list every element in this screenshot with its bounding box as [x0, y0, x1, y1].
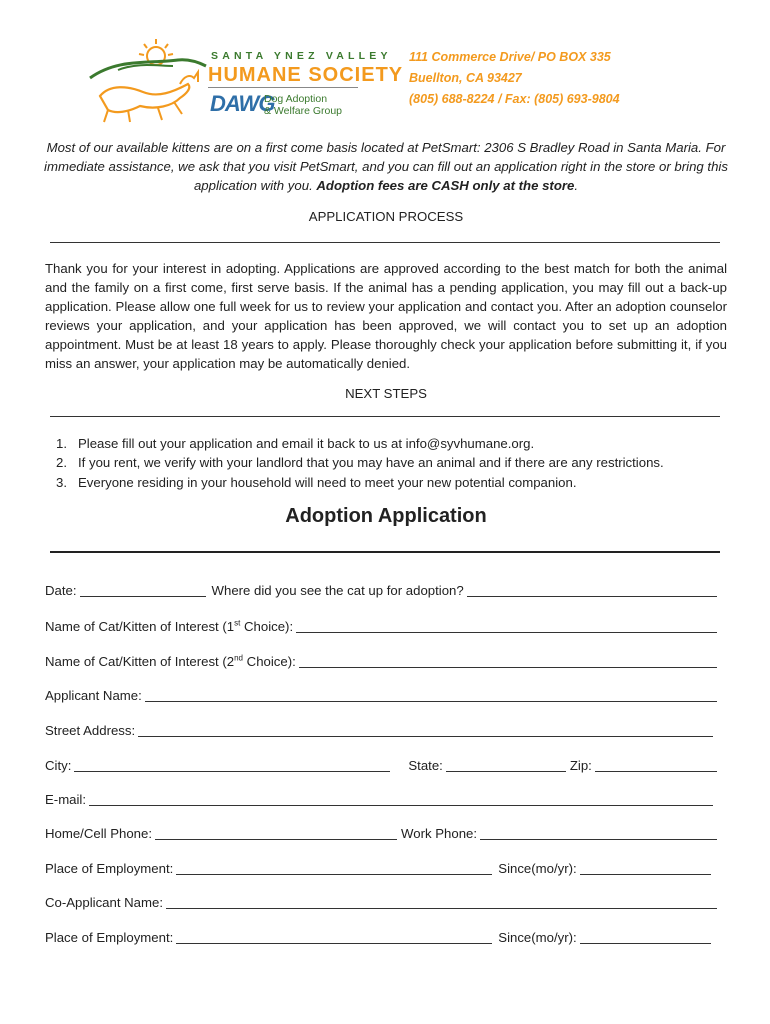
street-address-label: Street Address: — [45, 723, 136, 738]
logo-divider — [208, 87, 358, 88]
applicant-name-row — [45, 683, 721, 703]
email-label: E-mail: — [45, 792, 87, 807]
date-label: Date: — [45, 583, 77, 598]
zip-field[interactable] — [595, 759, 717, 772]
intro-text: Most of our available kittens are on a first come basis located at PetSmart: 2306 S Bradley Road in Santa Maria. For immediate assistance, we ask that you visit PetSmart, and you can fill out an application right in the store or bring this application with you. — [44, 140, 728, 193]
list-number: 1. — [56, 436, 67, 451]
address-line2: Buellton, CA 93427 — [409, 71, 522, 85]
date-field[interactable] — [80, 584, 206, 597]
next-steps-list — [56, 434, 664, 492]
since-label: Since(mo/yr): — [498, 861, 577, 876]
employment-field[interactable] — [176, 862, 492, 875]
where-seen-field[interactable] — [467, 584, 717, 597]
org-top-text: SANTA YNEZ VALLEY — [211, 50, 392, 62]
form-title-divider — [50, 551, 720, 553]
date-row — [45, 578, 721, 598]
dawg-logo-text: DAWG — [210, 91, 275, 116]
employment-row — [45, 856, 715, 876]
application-process-text: Thank you for your interest in adopting. Applications are approved according to the best match for both the animal and the family on a first come, first serve basis. If the animal has a pending application, you may fill out a back-up application. Please allow one full week for us to review your application and contact you. After an adoption counselor reviews your application, and your application has been approved, we will contact you to set up an adoption appointment. Must be at least 18 years to apply. Please thoroughly check your application before submitting it, if you miss an answer, your application may be automatically denied. — [45, 261, 727, 371]
application-process-title: APPLICATION PROCESS — [308, 209, 464, 224]
list-text: Please fill out your application and email it back to us at info@syvhumane.org. — [78, 436, 535, 451]
employment-label: Place of Employment: — [45, 861, 174, 876]
dawg-subtitle-line1: Dog Adoption — [264, 93, 328, 105]
humane-society-logo — [88, 36, 404, 126]
co-applicant-label: Co-Applicant Name: — [45, 895, 164, 910]
work-phone-label: Work Phone: — [401, 826, 478, 841]
employment-2-field[interactable] — [176, 931, 492, 944]
email-field[interactable] — [89, 793, 713, 806]
where-seen-label: Where did you see the cat up for adoption? — [211, 583, 464, 598]
since-2-label: Since(mo/yr): — [498, 930, 577, 945]
since-2-field[interactable] — [580, 931, 711, 944]
section-divider — [50, 416, 720, 417]
cat-choice-2-row — [45, 649, 721, 669]
intro-paragraph — [42, 138, 730, 195]
state-label: State: — [408, 758, 443, 773]
section-divider — [50, 242, 720, 243]
list-item — [56, 453, 664, 472]
intro-bold-text: Adoption fees are CASH only at the store — [316, 178, 575, 193]
cat-choice-1-row — [45, 614, 721, 634]
email-row — [45, 787, 717, 807]
list-item — [56, 473, 664, 492]
dog-cat-logo-icon — [88, 36, 218, 126]
cat-choice-2-label: Name of Cat/Kitten of Interest (2nd Choice): — [45, 653, 296, 669]
org-name: HUMANE SOCIETY — [208, 64, 404, 86]
list-text: Everyone residing in your household will need to meet your new potential companion. — [78, 474, 577, 490]
cat-choice-2-field[interactable] — [299, 655, 717, 668]
list-item — [56, 434, 664, 453]
list-number: 3. — [56, 474, 67, 490]
employment-2-row — [45, 925, 715, 945]
next-steps-title: NEXT STEPS — [345, 386, 427, 401]
co-applicant-row — [45, 890, 721, 910]
work-phone-field[interactable] — [480, 827, 717, 840]
cat-choice-1-field[interactable] — [296, 620, 717, 633]
home-phone-label: Home/Cell Phone: — [45, 826, 153, 841]
phone-row — [45, 821, 721, 841]
street-address-field[interactable] — [138, 724, 713, 737]
applicant-name-label: Applicant Name: — [45, 688, 142, 703]
city-state-zip-row — [45, 753, 721, 773]
intro-end: . — [574, 178, 579, 193]
city-field[interactable] — [74, 759, 390, 772]
form-title: Adoption Application — [285, 505, 487, 527]
phone-fax-line: (805) 688-8224 / Fax: (805) 693-9804 — [409, 92, 620, 106]
street-address-row — [45, 718, 717, 738]
employment-2-label: Place of Employment: — [45, 930, 174, 945]
dawg-subtitle — [264, 93, 342, 117]
cat-choice-1-label: Name of Cat/Kitten of Interest (1st Choice): — [45, 618, 294, 634]
zip-label: Zip: — [569, 758, 592, 773]
dawg-subtitle-line2: & Welfare Group — [264, 105, 343, 117]
state-field[interactable] — [446, 759, 566, 772]
co-applicant-field[interactable] — [166, 896, 717, 909]
since-field[interactable] — [580, 862, 711, 875]
address-line1: 111 Commerce Drive/ PO BOX 335 — [409, 50, 611, 64]
city-label: City: — [45, 758, 72, 773]
list-text: If you rent, we verify with your landlord that you may have an animal and if there are any restrictions. — [78, 455, 664, 471]
contact-address — [409, 47, 620, 110]
list-number: 2. — [56, 455, 67, 471]
home-phone-field[interactable] — [155, 827, 397, 840]
applicant-name-field[interactable] — [145, 689, 717, 702]
